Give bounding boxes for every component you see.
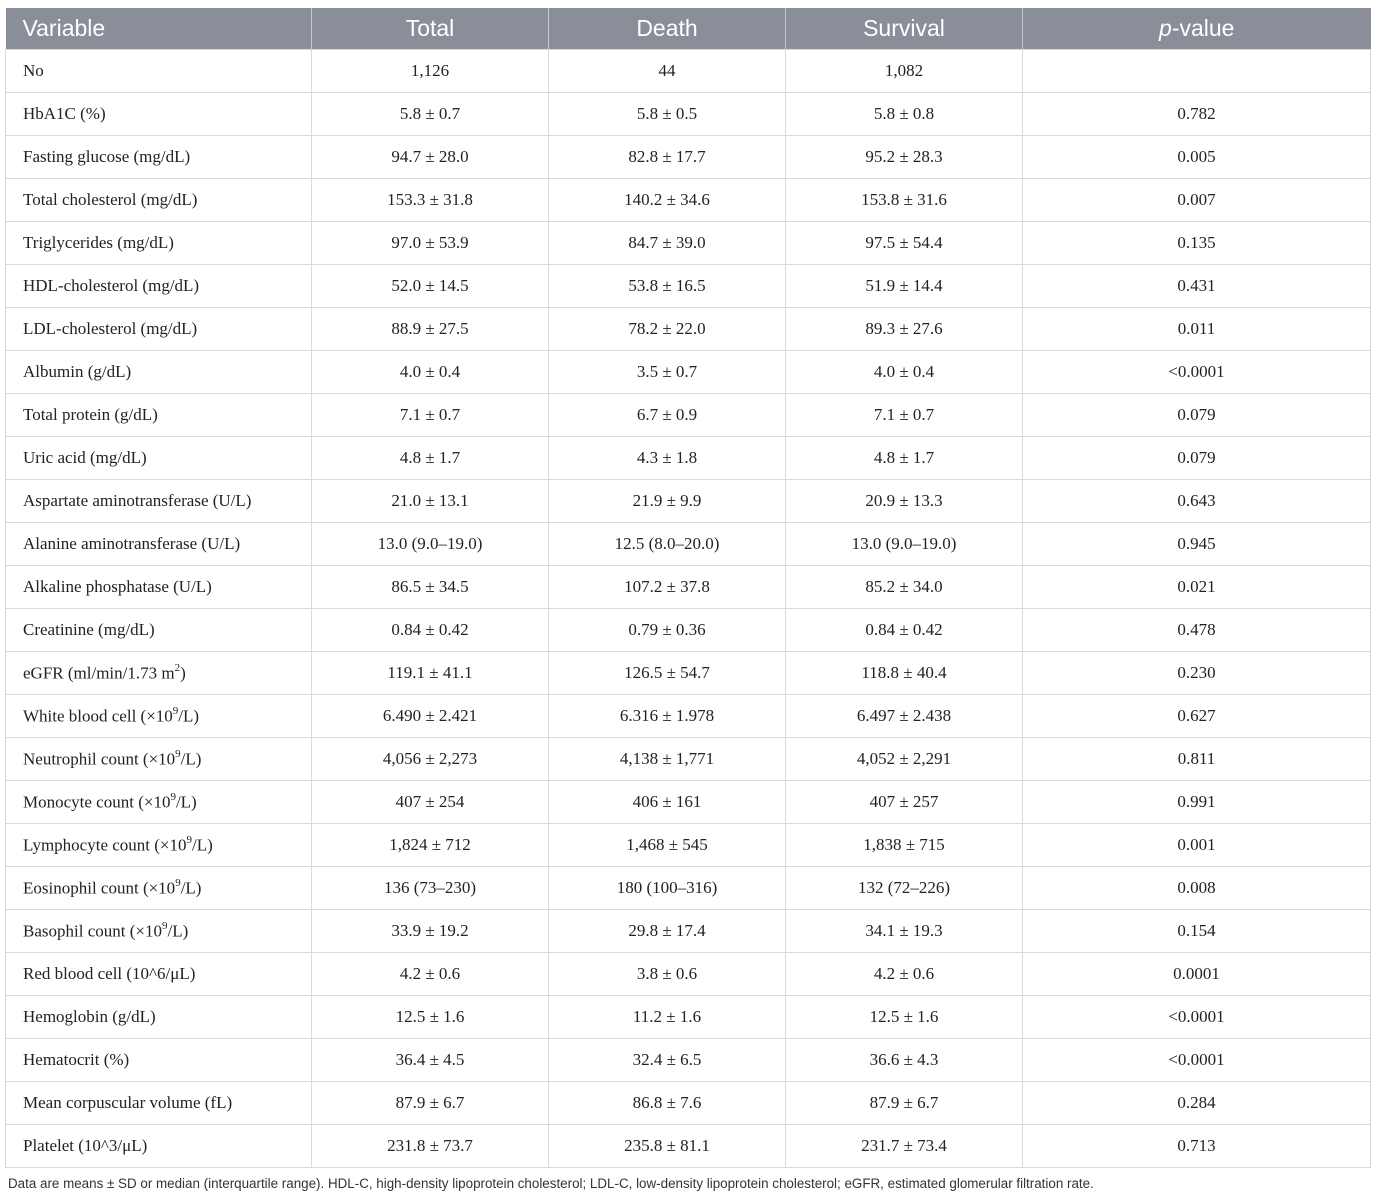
table-row — [6, 781, 1371, 824]
cell-total: 1,126 — [312, 50, 549, 93]
cell-total: 12.5 ± 1.6 — [312, 996, 549, 1039]
cell-total: 94.7 ± 28.0 — [312, 136, 549, 179]
cell-total: 52.0 ± 14.5 — [312, 265, 549, 308]
cell-variable — [6, 824, 312, 867]
variable-label: Red blood cell (10^6/μL) — [23, 964, 196, 983]
cell-p-value: 0.0001 — [1023, 953, 1371, 996]
cell-p-value: 0.945 — [1023, 523, 1371, 566]
cell-total: 33.9 ± 19.2 — [312, 910, 549, 953]
header-death: Death — [549, 8, 786, 50]
cell-death: 78.2 ± 22.0 — [549, 308, 786, 351]
cell-death: 21.9 ± 9.9 — [549, 480, 786, 523]
cell-variable — [6, 437, 312, 480]
table-row — [6, 179, 1371, 222]
table-row — [6, 867, 1371, 910]
variable-label: HbA1C (%) — [23, 104, 106, 123]
cell-p-value: 0.991 — [1023, 781, 1371, 824]
cell-p-value: 0.713 — [1023, 1125, 1371, 1168]
variable-label: Triglycerides (mg/dL) — [23, 233, 174, 252]
cell-p-value: 0.001 — [1023, 824, 1371, 867]
table-row — [6, 609, 1371, 652]
variable-label: Fasting glucose (mg/dL) — [23, 147, 191, 166]
cell-survival: 34.1 ± 19.3 — [786, 910, 1023, 953]
header-variable: Variable — [6, 8, 312, 50]
cell-survival: 6.497 ± 2.438 — [786, 695, 1023, 738]
cell-variable — [6, 523, 312, 566]
cell-p-value: 0.154 — [1023, 910, 1371, 953]
table-row — [6, 480, 1371, 523]
cell-variable — [6, 308, 312, 351]
table-row — [6, 652, 1371, 695]
variable-superscript: 9 — [175, 876, 181, 889]
cell-survival: 95.2 ± 28.3 — [786, 136, 1023, 179]
cell-p-value: <0.0001 — [1023, 1039, 1371, 1082]
variable-label: Total cholesterol (mg/dL) — [23, 190, 198, 209]
table-row — [6, 738, 1371, 781]
cell-p-value — [1023, 50, 1371, 93]
table-row — [6, 824, 1371, 867]
cell-total: 4.0 ± 0.4 — [312, 351, 549, 394]
cell-total: 97.0 ± 53.9 — [312, 222, 549, 265]
cell-death: 126.5 ± 54.7 — [549, 652, 786, 695]
table-row — [6, 695, 1371, 738]
cell-death: 29.8 ± 17.4 — [549, 910, 786, 953]
variable-label-suffix: /L) — [178, 706, 200, 726]
cell-death: 180 (100–316) — [549, 867, 786, 910]
variable-label-suffix: /L) — [192, 835, 213, 855]
table-row — [6, 265, 1371, 308]
cell-variable — [6, 695, 312, 738]
table-row — [6, 351, 1371, 394]
cell-survival: 87.9 ± 6.7 — [786, 1082, 1023, 1125]
cell-variable — [6, 910, 312, 953]
table-row — [6, 93, 1371, 136]
cell-p-value: 0.021 — [1023, 566, 1371, 609]
cell-survival: 51.9 ± 14.4 — [786, 265, 1023, 308]
cell-death: 44 — [549, 50, 786, 93]
cell-p-value: 0.643 — [1023, 480, 1371, 523]
cell-p-value: 0.230 — [1023, 652, 1371, 695]
variable-label: Alkaline phosphatase (U/L) — [23, 577, 212, 596]
cell-total: 88.9 ± 27.5 — [312, 308, 549, 351]
cell-death: 12.5 (8.0–20.0) — [549, 523, 786, 566]
cell-total: 36.4 ± 4.5 — [312, 1039, 549, 1082]
cell-survival: 4.2 ± 0.6 — [786, 953, 1023, 996]
variable-label: Total protein (g/dL) — [23, 405, 158, 424]
cell-variable — [6, 222, 312, 265]
cell-p-value: 0.079 — [1023, 394, 1371, 437]
cell-variable — [6, 50, 312, 93]
cell-p-value: 0.284 — [1023, 1082, 1371, 1125]
variable-superscript: 9 — [175, 747, 181, 760]
cell-death: 11.2 ± 1.6 — [549, 996, 786, 1039]
table-row — [6, 50, 1371, 93]
cell-survival: 5.8 ± 0.8 — [786, 93, 1023, 136]
variable-label: Aspartate aminotransferase (U/L) — [23, 491, 252, 510]
cell-total: 153.3 ± 31.8 — [312, 179, 549, 222]
variable-label-suffix: /L) — [175, 792, 197, 812]
header-p-rest: -value — [1171, 15, 1235, 41]
cell-death: 4.3 ± 1.8 — [549, 437, 786, 480]
variable-label: Creatinine (mg/dL) — [23, 620, 155, 639]
cell-variable — [6, 609, 312, 652]
table-row — [6, 566, 1371, 609]
cell-death: 107.2 ± 37.8 — [549, 566, 786, 609]
table-body — [6, 50, 1371, 1168]
variable-superscript: 9 — [170, 790, 176, 803]
table-row — [6, 308, 1371, 351]
variable-label: Basophil count (×10 — [23, 921, 162, 941]
cell-survival: 132 (72–226) — [786, 867, 1023, 910]
cell-total: 4.8 ± 1.7 — [312, 437, 549, 480]
cell-death: 53.8 ± 16.5 — [549, 265, 786, 308]
variable-label: Neutrophil count (×10 — [23, 749, 176, 769]
variable-label: No — [23, 61, 44, 80]
cell-variable — [6, 953, 312, 996]
header-survival: Survival — [786, 8, 1023, 50]
cell-death: 6.7 ± 0.9 — [549, 394, 786, 437]
cell-survival: 36.6 ± 4.3 — [786, 1039, 1023, 1082]
variable-label: Platelet (10^3/μL) — [23, 1136, 148, 1155]
variable-label: Albumin (g/dL) — [23, 362, 132, 381]
cell-p-value: <0.0001 — [1023, 351, 1371, 394]
cell-total: 5.8 ± 0.7 — [312, 93, 549, 136]
variable-label: Monocyte count (×10 — [23, 792, 171, 812]
cell-survival: 4.8 ± 1.7 — [786, 437, 1023, 480]
cell-survival: 85.2 ± 34.0 — [786, 566, 1023, 609]
cell-death: 32.4 ± 6.5 — [549, 1039, 786, 1082]
cell-death: 235.8 ± 81.1 — [549, 1125, 786, 1168]
table-row — [6, 996, 1371, 1039]
cell-total: 4,056 ± 2,273 — [312, 738, 549, 781]
cell-variable — [6, 867, 312, 910]
variable-label: Uric acid (mg/dL) — [23, 448, 147, 467]
cell-total: 0.84 ± 0.42 — [312, 609, 549, 652]
cell-p-value: 0.011 — [1023, 308, 1371, 351]
cell-total: 21.0 ± 13.1 — [312, 480, 549, 523]
cell-total: 119.1 ± 41.1 — [312, 652, 549, 695]
cell-death: 406 ± 161 — [549, 781, 786, 824]
variable-label: Lymphocyte count (×10 — [23, 835, 187, 855]
cell-survival: 1,082 — [786, 50, 1023, 93]
cell-death: 3.5 ± 0.7 — [549, 351, 786, 394]
cell-death: 82.8 ± 17.7 — [549, 136, 786, 179]
cell-variable — [6, 738, 312, 781]
table-row — [6, 437, 1371, 480]
cell-survival: 4,052 ± 2,291 — [786, 738, 1023, 781]
cell-survival: 0.84 ± 0.42 — [786, 609, 1023, 652]
variable-label: Alanine aminotransferase (U/L) — [23, 534, 241, 553]
cell-survival: 407 ± 257 — [786, 781, 1023, 824]
variable-label: HDL-cholesterol (mg/dL) — [23, 276, 200, 295]
table-row — [6, 523, 1371, 566]
cell-variable — [6, 996, 312, 1039]
cell-variable — [6, 351, 312, 394]
cell-survival: 118.8 ± 40.4 — [786, 652, 1023, 695]
cell-total: 4.2 ± 0.6 — [312, 953, 549, 996]
cell-p-value: 0.811 — [1023, 738, 1371, 781]
variable-label: Hemoglobin (g/dL) — [23, 1007, 156, 1026]
variable-label-suffix: /L) — [180, 749, 202, 769]
cell-p-value: 0.005 — [1023, 136, 1371, 179]
cell-variable — [6, 394, 312, 437]
cell-p-value: 0.079 — [1023, 437, 1371, 480]
variable-label: Eosinophil count (×10 — [23, 878, 176, 898]
table-row — [6, 1082, 1371, 1125]
cell-variable — [6, 93, 312, 136]
cell-total: 231.8 ± 73.7 — [312, 1125, 549, 1168]
cell-survival: 231.7 ± 73.4 — [786, 1125, 1023, 1168]
variable-label: Mean corpuscular volume (fL) — [23, 1093, 233, 1112]
cell-variable — [6, 179, 312, 222]
header-row — [6, 8, 1371, 50]
table-container — [5, 8, 1370, 1168]
cell-death: 6.316 ± 1.978 — [549, 695, 786, 738]
cell-variable — [6, 781, 312, 824]
cell-total: 87.9 ± 6.7 — [312, 1082, 549, 1125]
variable-label-suffix: /L) — [180, 878, 202, 898]
cell-death: 1,468 ± 545 — [549, 824, 786, 867]
header-p-italic: p — [1159, 15, 1172, 41]
cell-survival: 1,838 ± 715 — [786, 824, 1023, 867]
cell-survival: 20.9 ± 13.3 — [786, 480, 1023, 523]
cell-total: 1,824 ± 712 — [312, 824, 549, 867]
header-p-value — [1023, 8, 1371, 50]
table-row — [6, 1039, 1371, 1082]
table-footnote: Data are means ± SD or median (interquartile range). HDL-C, high-density lipoprotein cholesterol; LDL-C, low-density lipoprotein cholesterol; eGFR, estimated glomerular filtration rate. — [8, 1176, 1094, 1191]
cell-death: 5.8 ± 0.5 — [549, 93, 786, 136]
cell-death: 84.7 ± 39.0 — [549, 222, 786, 265]
cell-survival: 153.8 ± 31.6 — [786, 179, 1023, 222]
variable-superscript: 2 — [174, 661, 181, 674]
cell-p-value: <0.0001 — [1023, 996, 1371, 1039]
cell-variable — [6, 136, 312, 179]
table-row — [6, 953, 1371, 996]
cell-survival: 13.0 (9.0–19.0) — [786, 523, 1023, 566]
cell-p-value: 0.782 — [1023, 93, 1371, 136]
cell-p-value: 0.008 — [1023, 867, 1371, 910]
cell-p-value: 0.007 — [1023, 179, 1371, 222]
variable-label: eGFR (ml/min/1.73 m — [23, 663, 175, 683]
cell-variable — [6, 652, 312, 695]
cell-p-value: 0.431 — [1023, 265, 1371, 308]
variable-superscript: 9 — [161, 919, 168, 932]
header-total: Total — [312, 8, 549, 50]
cell-variable — [6, 480, 312, 523]
cell-survival: 4.0 ± 0.4 — [786, 351, 1023, 394]
table-row — [6, 222, 1371, 265]
cell-survival: 12.5 ± 1.6 — [786, 996, 1023, 1039]
cell-variable — [6, 265, 312, 308]
variable-label: White blood cell (×10 — [23, 706, 173, 726]
cell-death: 86.8 ± 7.6 — [549, 1082, 786, 1125]
cell-variable — [6, 1125, 312, 1168]
table-row — [6, 394, 1371, 437]
variable-superscript: 9 — [172, 704, 179, 717]
table-row — [6, 136, 1371, 179]
cell-death: 140.2 ± 34.6 — [549, 179, 786, 222]
cell-death: 3.8 ± 0.6 — [549, 953, 786, 996]
cell-p-value: 0.627 — [1023, 695, 1371, 738]
cell-total: 86.5 ± 34.5 — [312, 566, 549, 609]
table-row — [6, 910, 1371, 953]
cell-total: 13.0 (9.0–19.0) — [312, 523, 549, 566]
cell-death: 0.79 ± 0.36 — [549, 609, 786, 652]
variable-label: LDL-cholesterol (mg/dL) — [23, 319, 198, 338]
cell-variable — [6, 1039, 312, 1082]
cell-total: 407 ± 254 — [312, 781, 549, 824]
cell-p-value: 0.135 — [1023, 222, 1371, 265]
cell-survival: 7.1 ± 0.7 — [786, 394, 1023, 437]
cell-p-value: 0.478 — [1023, 609, 1371, 652]
lab-values-table — [5, 8, 1371, 1168]
table-row — [6, 1125, 1371, 1168]
cell-total: 7.1 ± 0.7 — [312, 394, 549, 437]
variable-label-suffix: /L) — [167, 921, 189, 941]
cell-survival: 97.5 ± 54.4 — [786, 222, 1023, 265]
variable-label: Hematocrit (%) — [23, 1050, 130, 1069]
variable-superscript: 9 — [186, 833, 193, 846]
cell-variable — [6, 1082, 312, 1125]
cell-death: 4,138 ± 1,771 — [549, 738, 786, 781]
cell-total: 6.490 ± 2.421 — [312, 695, 549, 738]
variable-label-suffix: ) — [180, 663, 186, 683]
cell-variable — [6, 566, 312, 609]
cell-total: 136 (73–230) — [312, 867, 549, 910]
cell-survival: 89.3 ± 27.6 — [786, 308, 1023, 351]
